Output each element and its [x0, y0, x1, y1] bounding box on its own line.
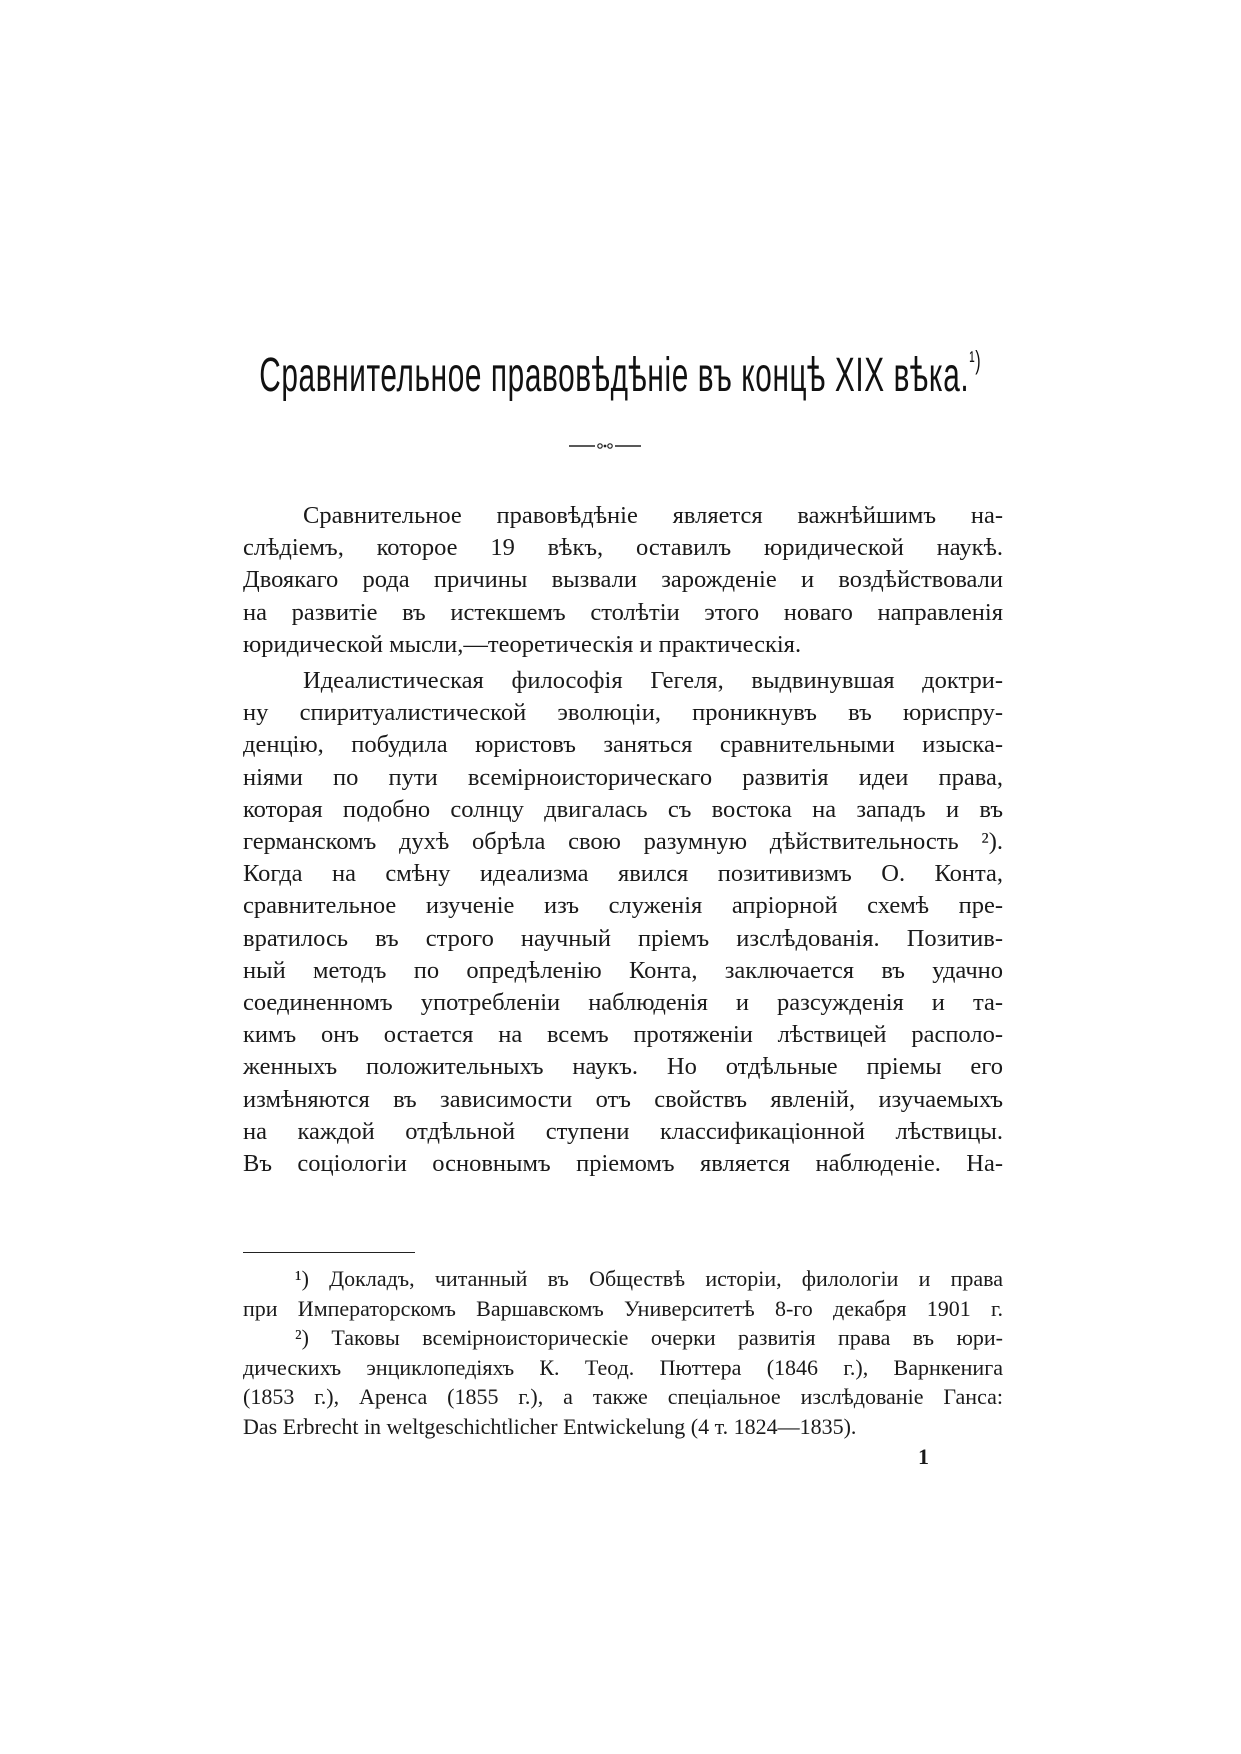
footnote-marker: ¹)	[295, 1266, 309, 1291]
footnote-separator	[243, 1252, 415, 1253]
paragraph-1	[243, 500, 1003, 661]
text-line: Идеалистическая философія Гегеля, выдвинувшая доктри-	[303, 667, 1003, 695]
text-line: слѣдіемъ, которое 19 вѣкъ, оставилъ юридической наукѣ.	[243, 534, 1003, 562]
body-text	[243, 500, 1003, 1184]
footnote-line: Das Erbrecht in weltgeschichtlicher Entwickelung (4 т. 1824—1835).	[243, 1413, 857, 1439]
text-line: женныхъ положительныхъ наукъ. Но отдѣльные пріемы его	[243, 1053, 1003, 1081]
text-line: денцію, побудила юристовъ заняться сравнительными изыска-	[243, 731, 1003, 759]
text-line: на каждой отдѣльной ступени классификаціонной лѣствицы.	[243, 1117, 1003, 1145]
footnote-line: при Императорскомъ Варшавскомъ Университетѣ 8-го декабря 1901 г.	[243, 1295, 1003, 1321]
text-line: ніями по пути всемірноисторическаго развитія идеи права,	[243, 763, 1003, 791]
title-footnote-mark: ¹)	[969, 345, 982, 375]
text-line: Когда на смѣну идеализма явился позитивизмъ О. Конта,	[243, 860, 1003, 888]
footnote-line	[243, 1323, 1003, 1353]
text-line: которая подобно солнцу двигалась съ востока на западъ и въ	[243, 795, 1003, 823]
footnote-1	[243, 1264, 1003, 1323]
page-title-text: Сравнительное правовѣдѣніе въ концѣ XIX вѣка.	[259, 349, 970, 402]
text-line: на развитіе въ истекшемъ столѣтіи этого новаго направленія	[243, 598, 1003, 626]
footnote-line: дическихъ энциклопедіяхъ К. Теод. Пюттера (1846 г.), Варнкенига	[243, 1354, 1003, 1380]
text-line: кимъ онъ остается на всемъ протяженіи лѣствицей располо-	[243, 1021, 1003, 1049]
text-line: германскомъ духѣ обрѣла свою разумную дѣйствительность ²).	[243, 828, 1003, 856]
text-line: ный методъ по опредѣленію Конта, заключается въ удачно	[243, 956, 1003, 984]
footnote-text: Таковы всемірноисторическіе очерки развитія права въ юри-	[331, 1325, 1004, 1350]
text-line: ну спиритуалистической эволюціи, проникнувъ въ юриспру-	[243, 699, 1003, 727]
page-number: 1	[918, 1444, 929, 1469]
text-line: измѣняются въ зависимости отъ свойствъ явленій, изучаемыхъ	[243, 1085, 1003, 1113]
footnote-line	[243, 1264, 1003, 1294]
page-title	[259, 345, 981, 403]
page-title-block	[0, 345, 1241, 403]
footnotes	[243, 1264, 1003, 1441]
text-line: Сравнительное правовѣдѣніе является важнѣйшимъ на-	[303, 502, 1003, 529]
footnote-text: Докладъ, читанный въ Обществѣ исторіи, филологіи и права	[329, 1266, 1003, 1291]
footnote-line: (1853 г.), Аренса (1855 г.), а также спеціальное изслѣдованіе Ганса:	[243, 1384, 1003, 1409]
title-ornament-divider	[569, 440, 641, 452]
text-line: Двоякаго рода причины вызвали зарожденіе и воздѣйствовали	[243, 566, 1003, 594]
text-line: вратилось въ строго научный пріемъ изслѣдованія. Позитив-	[243, 924, 1003, 952]
paragraph-2	[243, 665, 1003, 1180]
text-line: Въ соціологіи основнымъ пріемомъ является наблюденіе. На-	[243, 1150, 1003, 1178]
footnote-marker: ²)	[295, 1325, 309, 1350]
text-line: сравнительное изученіе изъ служенія апріорной схемѣ пре-	[243, 892, 1003, 920]
footnote-2	[243, 1323, 1003, 1441]
text-line: соединенномъ употребленіи наблюденія и разсужденія и та-	[243, 989, 1003, 1017]
text-line: юридической мысли,—теоретическія и практическія.	[243, 630, 802, 658]
